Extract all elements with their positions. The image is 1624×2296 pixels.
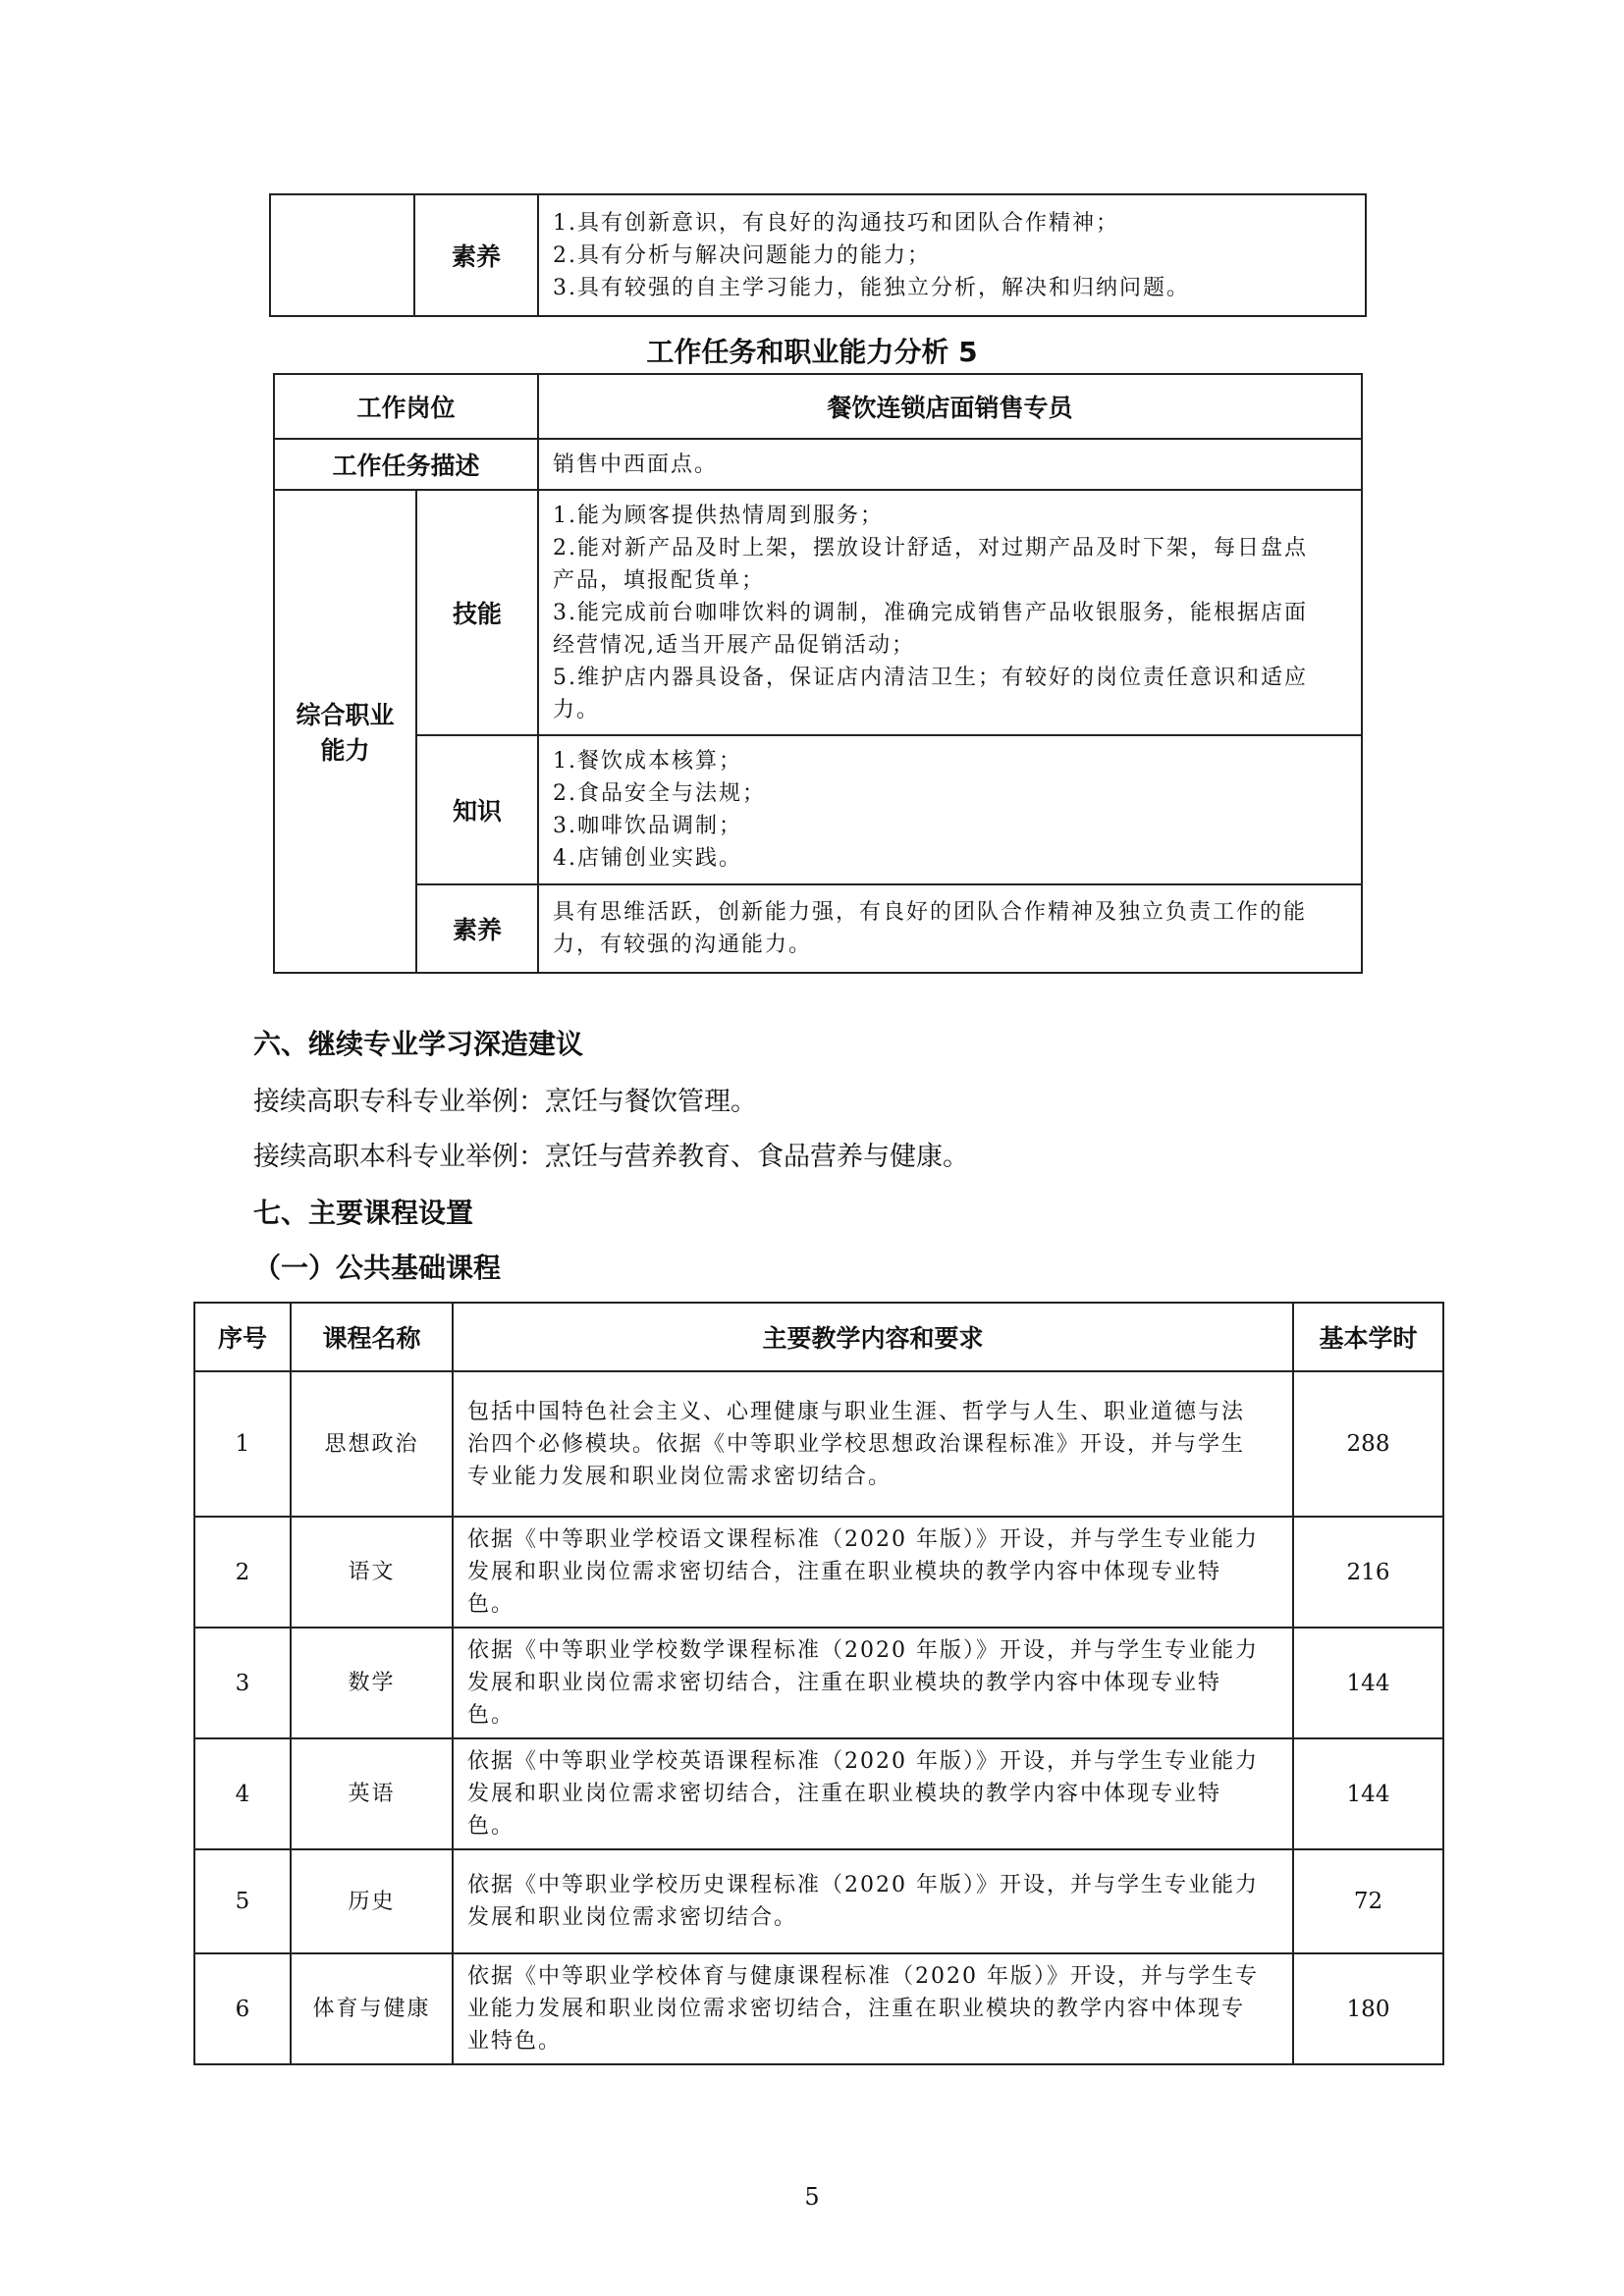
table-row [194, 1628, 1443, 1738]
quality-line: 具有思维活跃，创新能力强，有良好的团队合作精神及独立负责工作的能 [553, 900, 1308, 925]
content-line: 依据《中等职业学校体育与健康课程标准（2020 年版）》开设，并与学生专 [467, 1964, 1259, 1989]
table-row [194, 1517, 1443, 1628]
knowledge-line: 3.咖啡饮品调制； [553, 814, 743, 838]
task-value: 销售中西面点。 [538, 439, 1362, 490]
header-no: 序号 [194, 1303, 291, 1371]
skill-content [538, 490, 1362, 735]
course-hours: 288 [1293, 1371, 1443, 1517]
quality-line: 3.具有较强的自主学习能力，能独立分析，解决和归纳问题。 [553, 275, 1190, 300]
quality-content [538, 884, 1362, 973]
top-continuation-table [269, 193, 1367, 317]
skill-line: 产品，填报配货单； [553, 567, 766, 593]
content-line: 依据《中等职业学校语文课程标准（2020 年版）》开设，并与学生专业能力 [467, 1527, 1259, 1552]
section6-line1: 接续高职专科专业举例：烹饪与餐饮管理。 [253, 1087, 757, 1117]
empty-cell [270, 194, 414, 316]
course-table [193, 1302, 1444, 2065]
course-name: 数学 [291, 1628, 453, 1738]
course-content [453, 1371, 1293, 1517]
course-name: 历史 [291, 1849, 453, 1953]
table-row [194, 1738, 1443, 1849]
task-label: 工作任务描述 [274, 439, 538, 490]
content-line: 业特色。 [467, 2029, 563, 2054]
skill-label: 技能 [416, 490, 538, 735]
ability-label-line: 综合职业 [296, 701, 395, 729]
course-hours: 144 [1293, 1628, 1443, 1738]
course-name: 思想政治 [291, 1371, 453, 1517]
content-line: 依据《中等职业学校数学课程标准（2020 年版）》开设，并与学生专业能力 [467, 1638, 1259, 1663]
content-line: 色。 [467, 1592, 515, 1617]
table5-caption: 工作任务和职业能力分析 5 [646, 336, 978, 368]
course-content [453, 1628, 1293, 1738]
quality-line: 力，有较强的沟通能力。 [553, 933, 813, 957]
content-line: 包括中国特色社会主义、心理健康与职业生涯、哲学与人生、职业道德与法 [467, 1399, 1246, 1424]
knowledge-line: 4.店铺创业实践。 [553, 846, 743, 871]
course-hours: 180 [1293, 1953, 1443, 2064]
content-line: 发展和职业岗位需求密切结合，注重在职业模块的教学内容中体现专业特 [467, 1782, 1222, 1806]
section7-heading: 七、主要课程设置 [253, 1197, 474, 1229]
content-line: 发展和职业岗位需求密切结合，注重在职业模块的教学内容中体现专业特 [467, 1671, 1222, 1695]
content-line: 色。 [467, 1814, 515, 1839]
course-hours: 216 [1293, 1517, 1443, 1628]
course-no: 1 [194, 1371, 291, 1517]
course-no: 5 [194, 1849, 291, 1953]
content-line: 专业能力发展和职业岗位需求密切结合。 [467, 1464, 893, 1489]
content-line: 依据《中等职业学校历史课程标准（2020 年版）》开设，并与学生专业能力 [467, 1873, 1259, 1897]
quality-label: 素养 [414, 194, 538, 316]
course-content [453, 1849, 1293, 1953]
knowledge-content [538, 735, 1362, 884]
skill-line: 5.维护店内器具设备，保证店内清洁卫生；有较好的岗位责任意识和适应 [553, 665, 1309, 690]
skill-line: 2.能对新产品及时上架，摆放设计舒适，对过期产品及时下架，每日盘点 [553, 535, 1309, 561]
skill-line: 3.能完成前台咖啡饮料的调制，准确完成销售产品收银服务，能根据店面 [553, 600, 1309, 625]
table-row [194, 1371, 1443, 1517]
skill-line: 力。 [553, 697, 601, 722]
table-row [194, 1953, 1443, 2064]
header-name: 课程名称 [291, 1303, 453, 1371]
course-hours: 72 [1293, 1849, 1443, 1953]
course-name: 语文 [291, 1517, 453, 1628]
content-line: 依据《中等职业学校英语课程标准（2020 年版）》开设，并与学生专业能力 [467, 1749, 1259, 1774]
job-analysis-table-5 [273, 373, 1363, 974]
ability-label-line: 能力 [320, 736, 370, 765]
knowledge-line: 1.餐饮成本核算； [553, 749, 743, 774]
course-no: 6 [194, 1953, 291, 2064]
content-line: 色。 [467, 1703, 515, 1728]
header-content: 主要教学内容和要求 [453, 1303, 1293, 1371]
knowledge-line: 2.食品安全与法规； [553, 781, 767, 806]
content-line: 治四个必修模块。依据《中等职业学校思想政治课程标准》开设，并与学生 [467, 1431, 1246, 1457]
skill-line: 经营情况,适当开展产品促销活动； [553, 632, 916, 658]
content-line: 发展和职业岗位需求密切结合，注重在职业模块的教学内容中体现专业特 [467, 1560, 1222, 1584]
course-no: 4 [194, 1738, 291, 1849]
course-content [453, 1953, 1293, 2064]
course-content [453, 1738, 1293, 1849]
quality-content [538, 194, 1366, 316]
course-name: 体育与健康 [291, 1953, 453, 2064]
page-number: 5 [804, 2183, 820, 2211]
skill-line: 1.能为顾客提供热情周到服务； [553, 503, 885, 528]
section7-subheading: （一）公共基础课程 [253, 1252, 502, 1284]
course-name: 英语 [291, 1738, 453, 1849]
post-value: 餐饮连锁店面销售专员 [538, 374, 1362, 439]
post-label: 工作岗位 [274, 374, 538, 439]
course-no: 2 [194, 1517, 291, 1628]
content-line: 业能力发展和职业岗位需求密切结合，注重在职业模块的教学内容中体现专 [467, 1997, 1246, 2021]
content-line: 发展和职业岗位需求密切结合。 [467, 1905, 798, 1930]
quality-label: 素养 [416, 884, 538, 973]
section6-line2: 接续高职本科专业举例：烹饪与营养教育、食品营养与健康。 [253, 1142, 969, 1172]
course-content [453, 1517, 1293, 1628]
course-no: 3 [194, 1628, 291, 1738]
ability-label [274, 490, 416, 973]
header-hours: 基本学时 [1293, 1303, 1443, 1371]
knowledge-label: 知识 [416, 735, 538, 884]
table-header-row [194, 1303, 1443, 1371]
course-hours: 144 [1293, 1738, 1443, 1849]
section6-heading: 六、继续专业学习深造建议 [253, 1028, 584, 1060]
table-row [194, 1849, 1443, 1953]
quality-line: 1.具有创新意识，有良好的沟通技巧和团队合作精神； [553, 210, 1119, 236]
quality-line: 2.具有分析与解决问题能力的能力； [553, 242, 931, 268]
